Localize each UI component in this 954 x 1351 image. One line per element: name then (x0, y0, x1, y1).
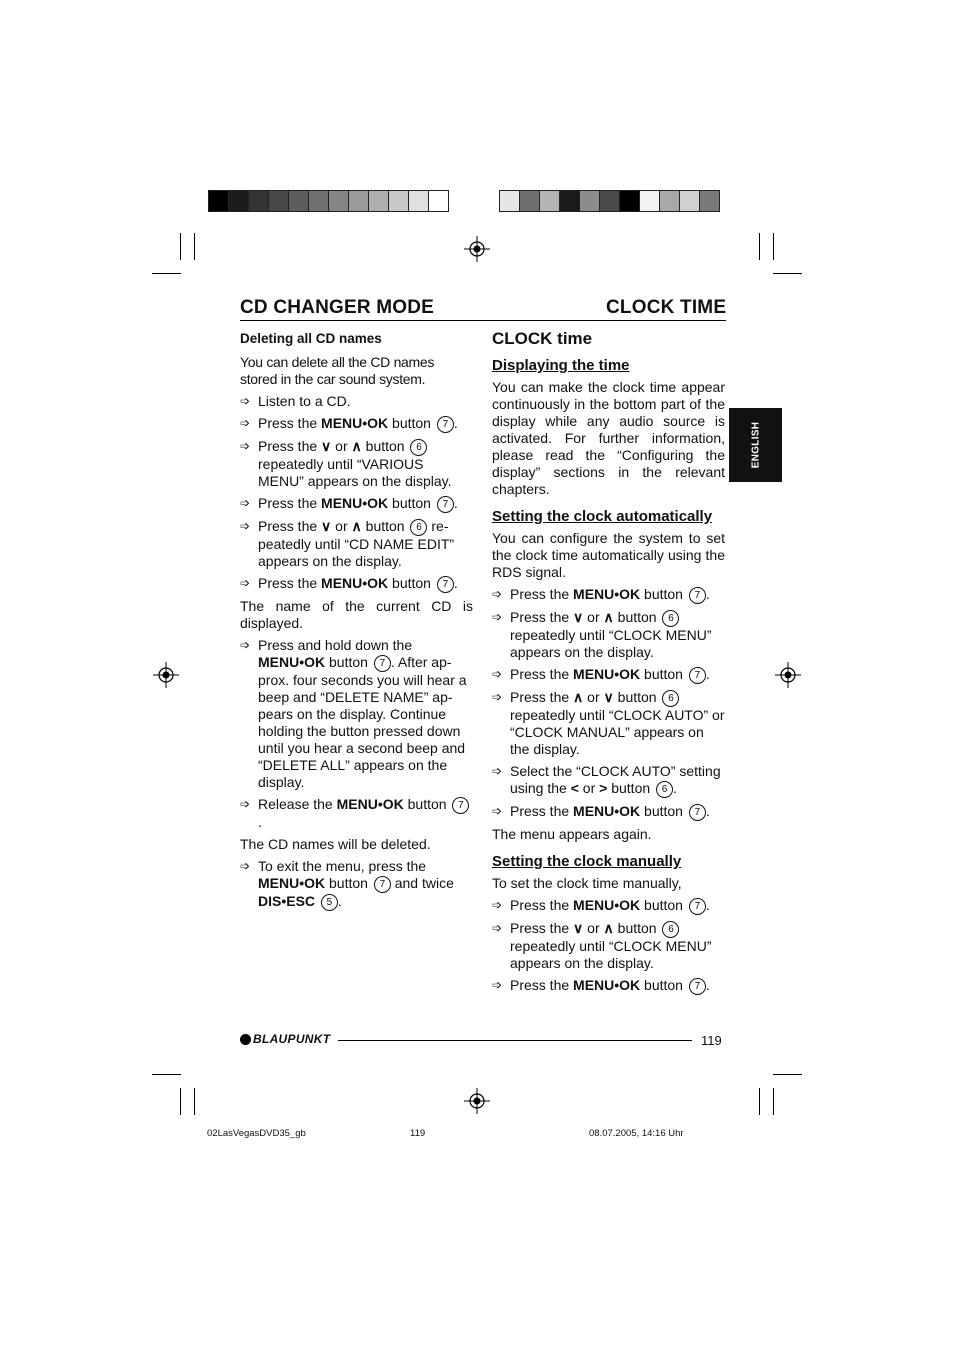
list-item: ➩ To exit the menu, press the MENU•OK button 7 and twice DIS•ESC 5 . (240, 858, 454, 909)
color-bar-left (208, 190, 448, 212)
arrow-icon: ➩ (240, 394, 251, 408)
print-page: 119 (410, 1128, 426, 1139)
color-swatch (268, 190, 289, 212)
registration-mark-icon (775, 662, 801, 688)
list-item: ➩ Release the MENU•OK button 7. (240, 796, 473, 831)
button-number-badge: 7 (437, 496, 454, 513)
color-swatch (519, 190, 540, 212)
color-swatch (619, 190, 640, 212)
button-number-badge: 7 (689, 587, 706, 604)
header-rule (240, 320, 726, 321)
color-swatch (428, 190, 449, 212)
button-number-badge: 6 (656, 781, 673, 798)
list-item: ➩ Press the MENU•OK button 7 . (492, 666, 710, 682)
color-swatch (348, 190, 369, 212)
list-item: ➩ Press the ∨ or ∧ button 6 repeatedly until “CLOCK MENU” appears on the display. (492, 609, 712, 660)
chevron-up-icon: ∧ (603, 609, 614, 625)
body-text: The CD names will be deleted. (240, 836, 431, 852)
brand-logo: BLAUPUNKT (240, 1032, 330, 1046)
arrow-icon: ➩ (492, 764, 503, 778)
body-text: You can configure the system to set the clock time automatically using the RDS signal. (492, 530, 725, 580)
page-number: 119 (701, 1033, 722, 1048)
arrow-icon: ➩ (492, 898, 503, 912)
arrow-icon: ➩ (492, 690, 503, 704)
arrow-icon: ➩ (492, 587, 503, 601)
color-swatch (639, 190, 660, 212)
list-item: ➩ Press the MENU•OK button 7 . (492, 803, 710, 819)
color-swatch (388, 190, 409, 212)
button-number-badge: 7 (374, 876, 391, 893)
registration-mark-icon (464, 236, 490, 262)
subsection-title: Setting the clock manually (492, 853, 682, 870)
arrow-icon: ➩ (240, 859, 251, 873)
chevron-down-icon: ∨ (603, 689, 614, 705)
color-swatch (288, 190, 309, 212)
color-swatch (368, 190, 389, 212)
button-number-badge: 6 (410, 519, 427, 536)
registration-mark-icon (464, 1088, 490, 1114)
button-number-badge: 7 (689, 804, 706, 821)
list-item: ➩ Press the ∧ or ∨ button 6 repeatedly until “CLOCK AUTO” or “CLOCK MANUAL” appears on the display. (492, 689, 725, 757)
button-number-badge: 7 (689, 667, 706, 684)
list-item: ➩ Press the MENU•OK button 7 . (240, 415, 458, 431)
color-swatch (679, 190, 700, 212)
list-item: ➩ Press the MENU•OK button 7 . (240, 575, 458, 591)
chevron-down-icon: ∨ (321, 518, 332, 534)
list-item: ➩ Press the ∨ or ∧ button 6 repeatedly until “VARIOUS MENU” appears on the display. (240, 438, 452, 489)
footer-rule (338, 1040, 692, 1041)
list-item: ➩ Press and hold down the MENU•OK button 7 . After approx. four seconds you will hear a beep and “DELETE NAME” appears on the display. Continue holding the button pressed down until you hear a second beep and “DELETE ALL” appears on the display. (240, 637, 467, 790)
intro-text: You can delete all the CD names stored in the car sound system. (240, 354, 435, 387)
arrow-icon: ➩ (492, 921, 503, 935)
body-text: To set the clock time manually, (492, 875, 682, 891)
arrow-icon: ➩ (240, 416, 251, 430)
button-number-badge: 6 (662, 610, 679, 627)
color-swatch (599, 190, 620, 212)
chevron-left-icon: < (570, 780, 579, 796)
arrow-icon: ➩ (240, 576, 251, 590)
color-swatch (659, 190, 680, 212)
arrow-icon: ➩ (240, 638, 251, 652)
color-swatch (328, 190, 349, 212)
color-swatch (499, 190, 520, 212)
list-item: ➩ Press the MENU•OK button 7 . (492, 977, 710, 993)
list-item: ➩ Press the ∨ or ∧ button 6 repeatedly until “CLOCK MENU” appears on the display. (492, 920, 712, 971)
language-tab: ENGLISH (729, 408, 782, 482)
arrow-icon: ➩ (240, 439, 251, 453)
list-item: ➩ Press the MENU•OK button 7 . (492, 897, 710, 913)
chevron-down-icon: ∨ (573, 609, 584, 625)
arrow-icon: ➩ (492, 610, 503, 624)
button-number-badge: 7 (452, 797, 469, 814)
color-swatch (408, 190, 429, 212)
chevron-up-icon: ∧ (603, 920, 614, 936)
list-item: ➩ Press the MENU•OK button 7 . (492, 586, 710, 602)
list-item: ➩ Listen to a CD. (240, 393, 351, 409)
body-text: The menu appears again. (492, 826, 652, 842)
button-number-badge: 7 (437, 576, 454, 593)
left-page-title: CD CHANGER MODE (240, 297, 435, 318)
button-number-badge: 7 (689, 898, 706, 915)
button-number-badge: 6 (662, 690, 679, 707)
color-swatch (248, 190, 269, 212)
body-text: The name of the current CD is displayed. (240, 598, 473, 631)
right-page-title: CLOCK TIME (606, 297, 727, 318)
chevron-right-icon: > (599, 780, 608, 796)
registration-mark-icon (153, 662, 179, 688)
color-swatch (308, 190, 329, 212)
color-swatch (228, 190, 249, 212)
list-item: ➩ Press the MENU•OK button 7 . (240, 495, 458, 511)
button-number-badge: 6 (662, 921, 679, 938)
color-swatch (579, 190, 600, 212)
chevron-down-icon: ∨ (321, 438, 332, 454)
left-column (240, 330, 473, 916)
list-item: ➩ Press the ∨ or ∧ button 6 re- peatedly until “CD NAME EDIT” appears on the display. (240, 518, 455, 569)
right-column (492, 330, 725, 1000)
arrow-icon: ➩ (492, 804, 503, 818)
chevron-down-icon: ∨ (573, 920, 584, 936)
color-swatch (539, 190, 560, 212)
brand-dot-icon (240, 1034, 251, 1045)
body-text: You can make the clock time appear continuously in the bottom part of the display while any audio source is activated. For further information, please read the “Configuring the display” sections in the relevant chapters. (492, 379, 725, 497)
section-subtitle: Deleting all CD names (240, 331, 382, 346)
arrow-icon: ➩ (240, 496, 251, 510)
button-number-badge: 6 (410, 439, 427, 456)
list-item: ➩ Select the “CLOCK AUTO” setting using the < or > button 6 . (492, 763, 721, 796)
color-bar-right (499, 190, 719, 212)
chevron-up-icon: ∧ (351, 438, 362, 454)
arrow-icon: ➩ (240, 797, 251, 811)
color-swatch (559, 190, 580, 212)
button-number-badge: 7 (689, 978, 706, 995)
button-number-badge: 7 (374, 655, 391, 672)
color-swatch (699, 190, 720, 212)
color-swatch (208, 190, 229, 212)
arrow-icon: ➩ (492, 667, 503, 681)
print-file-name: 02LasVegasDVD35_gb (207, 1128, 306, 1139)
button-number-badge: 5 (321, 894, 338, 911)
subsection-title: Setting the clock automatically (492, 508, 713, 525)
print-date: 08.07.2005, 14:16 Uhr (589, 1128, 684, 1139)
arrow-icon: ➩ (240, 519, 251, 533)
chevron-up-icon: ∧ (573, 689, 584, 705)
section-heading: CLOCK time (492, 329, 593, 348)
subsection-title: Displaying the time (492, 357, 630, 374)
button-number-badge: 7 (437, 416, 454, 433)
arrow-icon: ➩ (492, 978, 503, 992)
chevron-up-icon: ∧ (351, 518, 362, 534)
